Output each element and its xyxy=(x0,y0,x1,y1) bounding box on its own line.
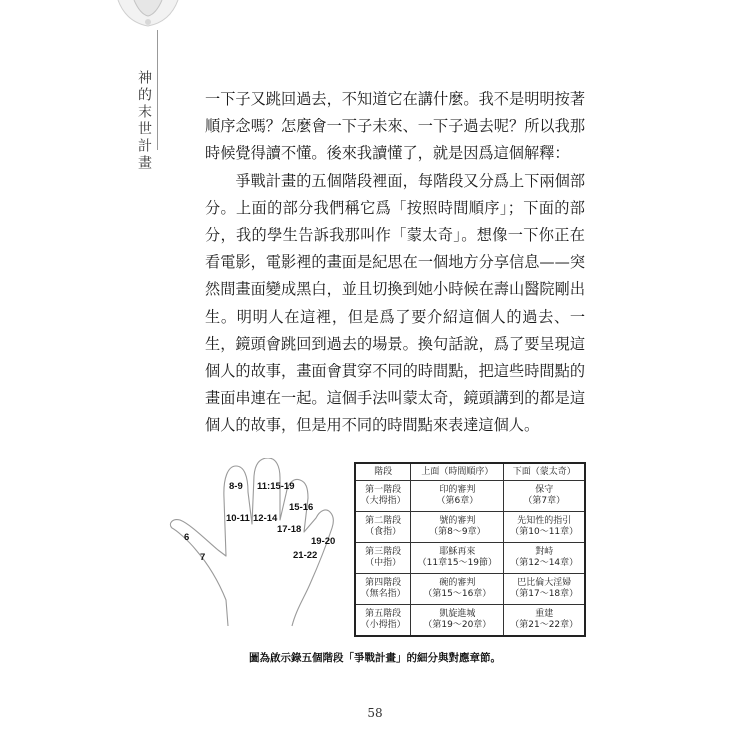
lower-chapters: （第21～22章） xyxy=(510,620,579,630)
label-ring-upper: 15-16 xyxy=(289,502,314,513)
label-middle-lower: 12-14 xyxy=(253,513,278,524)
stage-name: 第一階段 xyxy=(365,485,402,495)
upper-cell xyxy=(411,574,504,605)
table-row xyxy=(355,512,585,543)
lower-chapters: （第12～14章） xyxy=(510,558,579,568)
stage-finger: （無名指） xyxy=(360,589,406,599)
upper-cell xyxy=(411,512,504,543)
lower-event: 保守 xyxy=(535,485,554,495)
table-header-row xyxy=(355,463,585,481)
lower-chapters: （第17～18章） xyxy=(510,589,579,599)
page-number: 58 xyxy=(367,706,383,720)
label-pinky-upper: 19-20 xyxy=(311,536,336,547)
stage-finger: （大拇指） xyxy=(360,496,406,506)
header-upper: 上面（時間順序） xyxy=(411,463,504,481)
stage-cell xyxy=(355,605,411,637)
stage-name: 第四階段 xyxy=(365,578,402,588)
stage-name: 第二階段 xyxy=(365,516,402,526)
upper-event: 印的審判 xyxy=(439,485,476,495)
lower-cell xyxy=(504,481,585,512)
running-title: 神的末世計畫 xyxy=(136,70,152,172)
label-index-upper: 8-9 xyxy=(229,481,243,492)
stage-cell xyxy=(355,543,411,574)
stage-name: 第三階段 xyxy=(365,547,402,557)
label-pinky-lower: 21-22 xyxy=(293,550,318,561)
stages-table xyxy=(354,462,586,637)
upper-event: 耶穌再來 xyxy=(439,547,476,557)
upper-cell xyxy=(411,543,504,574)
upper-cell xyxy=(411,605,504,637)
table-row xyxy=(355,574,585,605)
upper-event: 號的審判 xyxy=(439,516,476,526)
paragraph-2: 爭戰計畫的五個階段裡面，每階段又分爲上下兩個部分。上面的部分我們稱它爲「按照時間順序」；下面的部分，我的學生告訴我那叫作「蒙太奇」。想像一下你正在看電影，電影裡的畫面是紀思在一個地方分享信息——突然間畫面變成黑白，並且切換到她小時候在壽山醫院剛出生。明明人在這裡，但是爲了要介紹這個人的過去、一生，鏡頭會跳回到過去的場景。換句話說，爲了要呈現這個人的故事，畫面會貫穿不同的時間點，把這些時間點的畫面串連在一起。這個手法叫蒙太奇，鏡頭講到的都是這個人的故事，但是用不同的時間點來表達這個人。 xyxy=(205,171,585,435)
upper-chapters: （第6章） xyxy=(436,496,479,506)
lower-cell xyxy=(504,605,585,637)
upper-chapters: （第8～9章） xyxy=(429,527,486,537)
lower-event: 重建 xyxy=(535,609,554,619)
stage-finger: （食指） xyxy=(365,527,402,537)
label-thumb-upper: 6 xyxy=(184,532,190,543)
header-lower: 下面（蒙太奇） xyxy=(504,463,585,481)
figure-caption: 圖為啟示錄五個階段「爭戰計畫」的細分與對應章節。 xyxy=(249,652,501,664)
hand-outline xyxy=(170,458,336,626)
corner-ornament xyxy=(108,0,188,40)
body-text xyxy=(205,86,585,440)
upper-event: 碗的審判 xyxy=(439,578,476,588)
table-row xyxy=(355,543,585,574)
lower-chapters: （第10～11章） xyxy=(510,527,579,537)
label-middle-upper: 11:15-19 xyxy=(257,481,295,492)
header-stage: 階段 xyxy=(355,463,411,481)
lower-event: 對峙 xyxy=(535,547,554,557)
lower-event: 巴比倫大淫婦 xyxy=(517,578,572,588)
upper-cell xyxy=(411,481,504,512)
stage-finger: （小拇指） xyxy=(360,620,406,630)
stage-finger: （中指） xyxy=(365,558,402,568)
upper-event: 凱旋進城 xyxy=(439,609,476,619)
label-thumb-lower: 7 xyxy=(200,552,206,563)
label-ring-lower: 17-18 xyxy=(277,524,302,535)
upper-chapters: （第19～20章） xyxy=(423,620,492,630)
lower-cell xyxy=(504,543,585,574)
upper-chapters: （11章15～19節） xyxy=(417,558,498,568)
stage-cell xyxy=(355,512,411,543)
lower-event: 先知性的指引 xyxy=(517,516,572,526)
upper-chapters: （第15～16章） xyxy=(423,589,492,599)
label-index-lower: 10-11 xyxy=(226,513,250,524)
lower-cell xyxy=(504,574,585,605)
stage-cell xyxy=(355,481,411,512)
lower-cell xyxy=(504,512,585,543)
title-rule xyxy=(157,30,158,150)
stage-cell xyxy=(355,574,411,605)
lower-chapters: （第7章） xyxy=(523,496,566,506)
stage-name: 第五階段 xyxy=(365,609,402,619)
table-row xyxy=(355,481,585,512)
paragraph-1: 一下子又跳回過去，不知道它在講什麼。我不是明明按著順序念嗎？怎麼會一下子未來、一下子過去呢？所以我那時候覺得讀不懂。後來我讀懂了，就是因爲這個解釋： xyxy=(205,90,585,163)
table-row xyxy=(355,605,585,637)
